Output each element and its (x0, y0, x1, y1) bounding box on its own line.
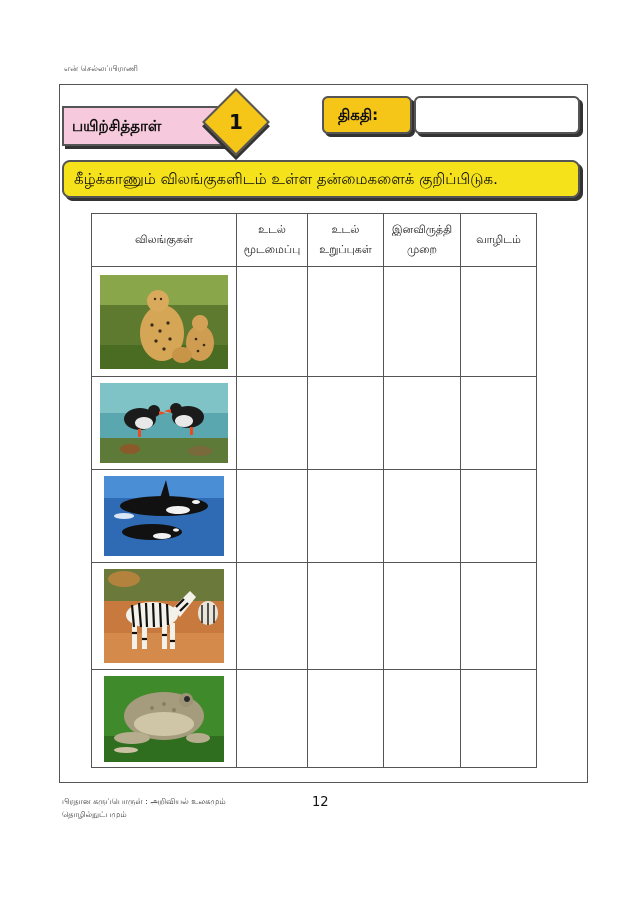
frog-image (100, 676, 228, 762)
reproduction-cell[interactable] (384, 563, 461, 670)
book-title: என் செல்லப்பிராணி (64, 64, 138, 73)
header-body-parts (308, 214, 384, 267)
body-covering-cell[interactable] (237, 470, 308, 563)
body-parts-cell[interactable] (308, 267, 384, 377)
habitat-cell[interactable] (461, 377, 537, 470)
reproduction-cell[interactable] (384, 670, 461, 768)
date-field[interactable] (414, 96, 580, 134)
header-body-covering (237, 214, 308, 267)
table-row (92, 377, 537, 470)
body-parts-cell[interactable] (308, 470, 384, 563)
header-animals-label: விலங்குகள் (135, 233, 193, 246)
footer-theme-line1: பிரதான கருப்பொருள் : அறிவியல் உலகமும் (62, 797, 226, 806)
header-reproduction-line1: இனவிருத்தி (391, 223, 453, 236)
header-body-parts-line2: உறுப்புகள் (319, 243, 372, 256)
body-parts-cell[interactable] (308, 377, 384, 470)
instruction-text: கீழ்க்காணும் விலங்குகளிடம் உள்ள தன்மைகளைக் குறிப்பிடுக. (74, 170, 498, 188)
animal-cell (92, 470, 237, 563)
cheetah-image (100, 275, 228, 369)
orca-image (100, 476, 228, 556)
reproduction-cell[interactable] (384, 267, 461, 377)
animal-cell (92, 563, 237, 670)
worksheet-title-box (62, 106, 222, 146)
table-row (92, 267, 537, 377)
header-reproduction (384, 214, 461, 267)
table-row (92, 470, 537, 563)
header-habitat (461, 214, 537, 267)
header-body-parts-line1: உடல் (331, 223, 360, 236)
header-habitat-label: வாழிடம் (476, 233, 521, 246)
header-reproduction-line2: முறை (406, 243, 438, 256)
worksheet-number: 1 (229, 110, 243, 134)
habitat-cell[interactable] (461, 267, 537, 377)
body-parts-cell[interactable] (308, 670, 384, 768)
page-number: 12 (312, 795, 329, 810)
body-covering-cell[interactable] (237, 377, 308, 470)
date-label: திகதி: (338, 106, 379, 124)
body-parts-cell[interactable] (308, 563, 384, 670)
animal-cell (92, 267, 237, 377)
zebra-image (100, 569, 228, 663)
animal-cell (92, 377, 237, 470)
instruction-box (62, 160, 580, 198)
body-covering-cell[interactable] (237, 563, 308, 670)
habitat-cell[interactable] (461, 470, 537, 563)
date-label-box (322, 96, 412, 134)
animal-cell (92, 670, 237, 768)
habitat-cell[interactable] (461, 563, 537, 670)
header-body-covering-line1: உடல் (258, 223, 286, 236)
header-animals (92, 214, 237, 267)
header-body-covering-line2: மூடமைப்பு (243, 243, 301, 256)
body-covering-cell[interactable] (237, 670, 308, 768)
reproduction-cell[interactable] (384, 470, 461, 563)
worksheet-title: பயிற்சித்தாள் (72, 117, 162, 135)
puffin-image (100, 383, 228, 463)
reproduction-cell[interactable] (384, 377, 461, 470)
table-row (92, 563, 537, 670)
table-header-row (92, 214, 537, 267)
animal-traits-table (91, 213, 537, 768)
footer-theme-line2: தொழில்நுட்பமும் (62, 810, 127, 819)
habitat-cell[interactable] (461, 670, 537, 768)
body-covering-cell[interactable] (237, 267, 308, 377)
footer-theme (62, 795, 226, 821)
table-row (92, 670, 537, 768)
